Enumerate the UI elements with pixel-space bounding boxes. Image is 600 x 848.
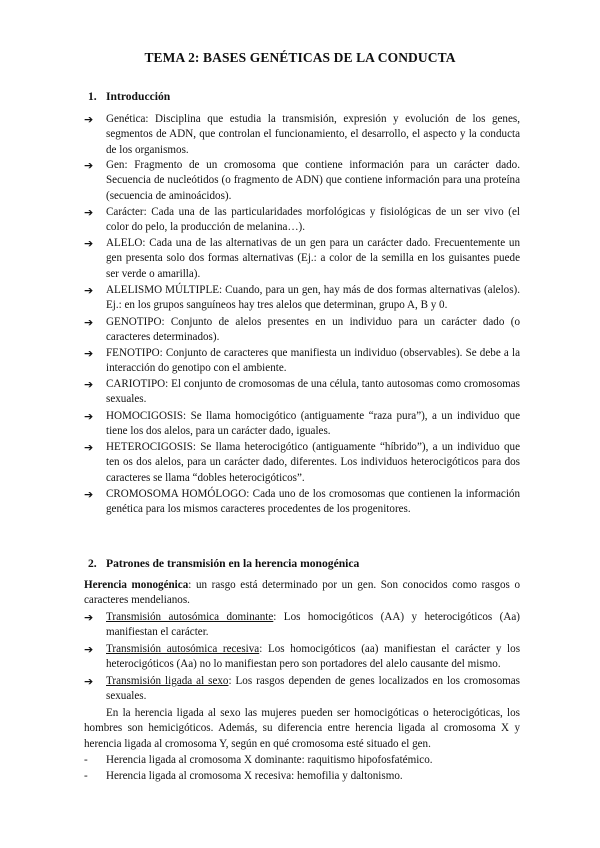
transmission-term: Transmisión autosómica dominante: [106, 611, 274, 623]
definition-genotipo: GENOTIPO: Conjunto de alelos presentes en un individuo para un carácter dado (o caracteres determinados).: [106, 316, 520, 344]
definition-genetica: Genética: Disciplina que estudia la transmisión, expresión y evolución de los genes, segmentos de ADN, que controlan el funcionamiento, el desarrollo, el aspecto y la conducta de los organismos.: [106, 113, 520, 156]
transmission-text: : Los homocigóticos (aa) manifiestan el carácter y los heterocigóticos (Aa) no lo manifiestan pero son portadores del alelo causante del mismo.: [106, 643, 521, 671]
definition-cromosoma-homologo: CROMOSOMA HOMÓLOGO: Cada uno de los cromosomas que contienen la información genética para los mismos caracteres procedentes de los progenitores.: [106, 488, 520, 516]
definition-cariotipo: CARIOTIPO: El conjunto de cromosomas de una célula, tanto autosomas como cromosomas sexuales.: [106, 378, 520, 406]
transmission-text: : Los rasgos dependen de genes localizados en los cromosomas sexuales.: [106, 675, 520, 703]
list-item: [84, 112, 520, 158]
intro-term: Herencia monogénica: [84, 579, 189, 591]
list-item: [84, 610, 520, 641]
arrow-icon: ➔: [84, 488, 94, 501]
arrow-icon: ➔: [84, 284, 94, 297]
arrow-icon: ➔: [84, 159, 94, 172]
arrow-icon: ➔: [84, 237, 94, 250]
dash-item-text: Herencia ligada al cromosoma X recesiva: hemofilia y daltonismo.: [106, 770, 403, 782]
transmission-term: Transmisión ligada al sexo: [106, 675, 229, 687]
definition-alelismo-multiple: ALELISMO MÚLTIPLE: Cuando, para un gen, hay más de dos formas alternativas (alelos). Ej.: en los grupos sanguíneos hay tres alelos que determinan, grupo A, B y 0.: [106, 284, 520, 312]
list-item: [84, 158, 520, 204]
definition-gen: Gen: Fragmento de un cromosoma que contiene información para un carácter dado. Secuencia de nucleótidos (o fragmento de ADN) que contiene información para una proteína (secuencia de aminoácidos).: [106, 159, 520, 202]
definition-fenotipo: FENOTIPO: Conjunto de caracteres que manifiesta un individuo (observables). Se debe a la interacción do genotipo con el ambiente.: [106, 347, 520, 375]
definition-heterocigosis: HETEROCIGOSIS: Se llama heterocigótico (antiguamente “híbrido”), a un individuo que ten os dos alelos, para un carácter dado, diferentes. Los individuos heterocigóticos para dos caracteres se llama “dobles heterocigóticos”.: [106, 441, 520, 484]
section-1-number: 1.: [88, 90, 97, 103]
section-2-title: Patrones de transmisión en la herencia monogénica: [106, 557, 360, 570]
arrow-icon: ➔: [84, 611, 94, 624]
transmission-term: Transmisión autosómica recesiva: [106, 643, 260, 655]
arrow-icon: ➔: [84, 113, 94, 126]
arrow-icon: ➔: [84, 441, 94, 454]
arrow-icon: ➔: [84, 675, 94, 688]
arrow-icon: ➔: [84, 206, 94, 219]
list-item: [84, 440, 520, 486]
arrow-icon: ➔: [84, 316, 94, 329]
list-item: [84, 205, 520, 236]
dash-marker: -: [84, 770, 88, 782]
list-item: [84, 346, 520, 377]
arrow-icon: ➔: [84, 378, 94, 391]
list-item: [84, 283, 520, 314]
definition-caracter: Carácter: Cada una de las particularidades morfológicas y fisiológicas de un ser vivo (el color do pelo, la producción de melanina…).: [106, 206, 520, 234]
transmission-text: : Los homocigóticos (AA) y heterocigóticos (Aa) manifiestan el carácter.: [106, 611, 520, 639]
section-1-heading: [88, 90, 170, 103]
list-item: [84, 315, 520, 346]
list-item: [84, 487, 520, 518]
list-item: [84, 409, 520, 440]
page-title: TEMA 2: BASES GENÉTICAS DE LA CONDUCTA: [144, 50, 456, 65]
arrow-icon: ➔: [84, 643, 94, 656]
intro-text: : un rasgo está determinado por un gen. Son conocidos como rasgos o caracteres mendelianos.: [84, 579, 520, 607]
dash-item-text: Herencia ligada al cromosoma X dominante: raquitismo hipofosfatémico.: [106, 754, 433, 766]
sex-linked-paragraph: En la herencia ligada al sexo las mujeres pueden ser homocigóticas o heterocigóticas, los hombres son hemicigóticos. Además, su diferencia entre herencia ligada al cromosoma X y herencia ligada al cromosoma Y, según en qué cromosoma esté situado el gen.: [84, 707, 520, 750]
list-item: [84, 674, 520, 705]
list-item: [84, 377, 520, 408]
section-2-number: 2.: [88, 557, 97, 570]
definition-homocigosis: HOMOCIGOSIS: Se llama homocigótico (antiguamente “raza pura”), a un individuo que tiene los dos alelos, para un carácter dado, iguales.: [106, 410, 520, 438]
arrow-icon: ➔: [84, 410, 94, 423]
arrow-icon: ➔: [84, 347, 94, 360]
list-item: [84, 236, 520, 282]
intro-paragraph: [84, 578, 520, 609]
section-1-title: Introducción: [106, 90, 171, 103]
list-item: [84, 642, 521, 673]
list-item: [84, 753, 520, 768]
dash-marker: -: [84, 754, 88, 766]
list-item: [84, 769, 520, 784]
section-2-heading: [88, 557, 359, 570]
definition-alelo: ALELO: Cada una de las alternativas de un gen para un carácter dado. Frecuentemente un gen presenta solo dos formas alternativas (Ej.: a color de la semilla en los guisantes puede ser verde o amarilla).: [106, 237, 520, 280]
